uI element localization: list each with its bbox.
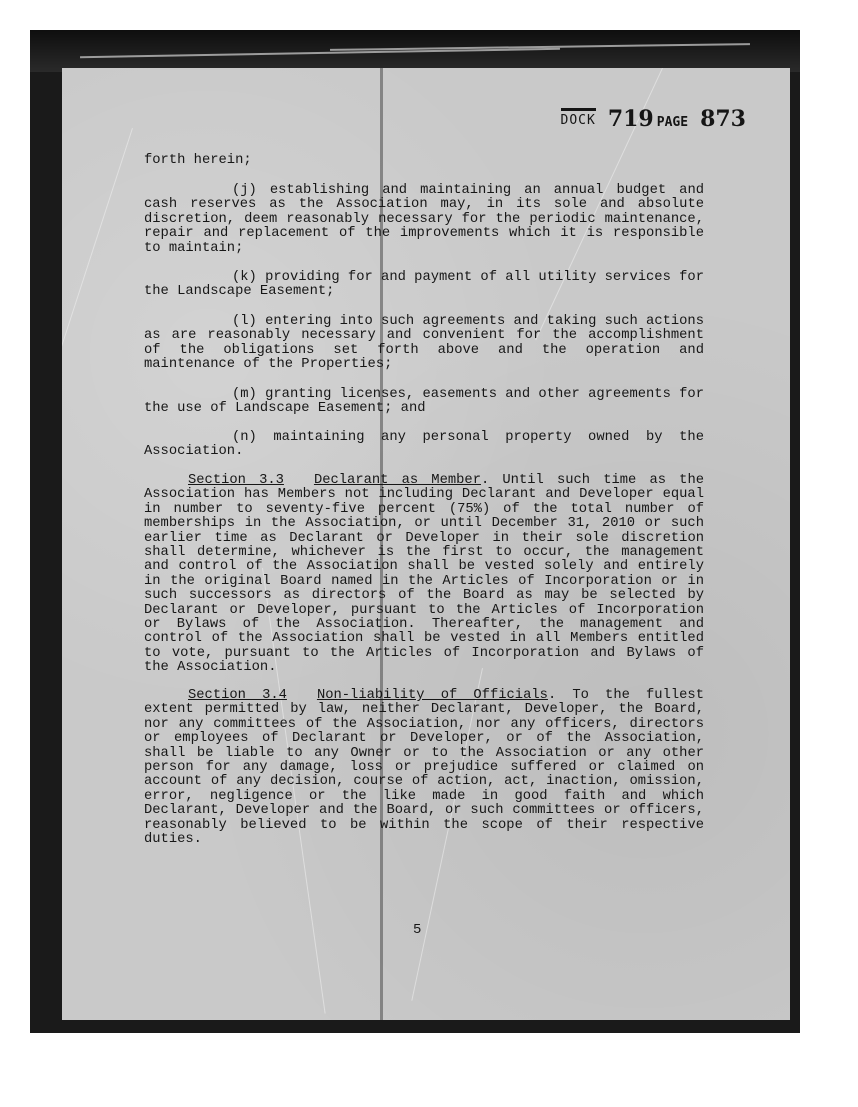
section-3-4-title: Non-liability of Officials <box>316 688 548 703</box>
paragraph-item-l: (l) entering into such agreements and taking such actions as are reasonably necessary and convenient for the accomplishment of the obligations set forth above and the operation and maintenance of the Properties; <box>144 314 704 373</box>
paragraph-item-j: (j) establishing and maintaining an annual budget and cash reserves as the Association may, in its sole and absolute discretion, deem reasonably necessary for the periodic maintenance, repair and replacement of the improvements which it is responsible to maintain; <box>144 183 704 256</box>
book-page-reference <box>561 106 747 132</box>
section-3-4-body: . To the fullest extent permitted by law, neither Declarant, Developer, the Board, nor any committees of the Association, nor any officers, directors or employees of Declarant or Developer, or of the Association, shall be liable to any Owner or to the Association or any other person for any damage, loss or prejudice suffered or claimed on account of any decision, course of action, act, inaction, omission, error, negligence or the like made in good faith and which Declarant, Developer and the Board, or such committees or officers, reasonably believed to be within the scope of their respective duties. <box>144 688 704 848</box>
paragraph-item-k: (k) providing for and payment of all utility services for the Landscape Easement; <box>144 270 704 300</box>
page-number: 5 <box>413 922 422 938</box>
section-3-4-paragraph <box>144 689 704 847</box>
book-number: 719 <box>607 106 654 132</box>
section-3-3-body: . Until such time as the Association has Members not including Declarant and Developer equal in number to seventy-five percent (75%) of the total number of memberships in the Association, or until December 31, 2010 or such earlier time as Declarant or Developer in their sole discretion shall determine, whichever is the first to occur, the management and control of the Association shall be vested solely and entirely in the original Board named in the Articles of Incorporation or in such successors as directors of the Board as may be selected by Declarant or Developer, pursuant to the Articles of Incorporation or Bylaws of the Association. Thereafter, the management and control of the Association shall be vested in all Members entitled to vote, pursuant to the Articles of Incorporation and Bylaws of the Association. <box>144 473 704 676</box>
section-3-4-number: Section 3.4 <box>188 688 287 703</box>
paragraph-item-m: (m) granting licenses, easements and other agreements for the use of Landscape Easement; and <box>144 387 704 417</box>
paragraph-forth-herein: forth herein; <box>144 153 252 168</box>
section-3-3-number: Section 3.3 <box>188 473 284 488</box>
section-3-3-title: Declarant as Member <box>313 473 481 488</box>
recording-page-number: 873 <box>700 106 746 132</box>
document-page <box>62 68 790 1020</box>
section-3-3-paragraph <box>144 474 704 676</box>
page-label: PAGE <box>656 115 689 130</box>
dock-label: DOCK <box>561 108 596 128</box>
scratch-mark <box>62 128 133 528</box>
paragraph-item-n: (n) maintaining any personal property owned by the Association. <box>144 430 704 460</box>
